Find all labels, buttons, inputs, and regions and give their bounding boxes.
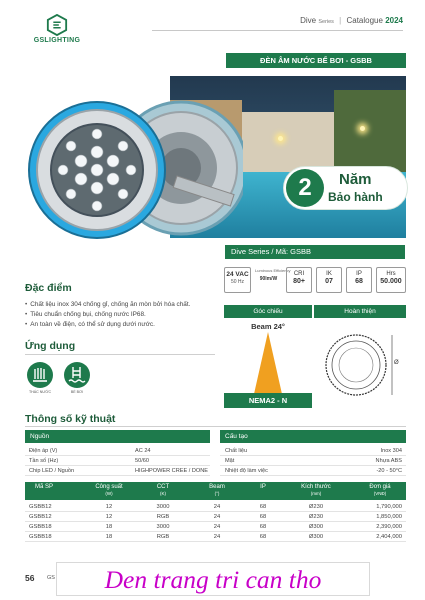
feature-item: • Chất liệu inox 304 chống gỉ, chống ăn mòn bởi hóa chất. — [25, 300, 225, 310]
front-fixture — [29, 102, 165, 238]
column-header — [83, 484, 135, 496]
spec-label: Hrs — [386, 271, 396, 277]
spec-label: CRI — [293, 271, 305, 277]
spec-icons-row — [224, 267, 406, 293]
spec-value: 07 — [325, 278, 333, 285]
table-row — [25, 502, 406, 512]
dimension-diagram — [314, 320, 406, 408]
cell-price: 1,790,000 — [376, 503, 402, 510]
column-title: Công suất — [95, 484, 123, 490]
brand-logo — [28, 14, 86, 44]
column-header — [25, 484, 63, 490]
cell-ip: 68 — [259, 533, 267, 540]
column-unit: (K) — [160, 491, 166, 496]
column-header — [355, 484, 405, 496]
cell-beam: 24 — [213, 513, 221, 520]
source-row — [25, 456, 210, 466]
spec-value: HIGHPOWER CREE / DONE — [135, 467, 209, 474]
series-code-bar: Dive Series / Mã: GSBB — [225, 245, 405, 259]
spec-value: Nhựa ABS — [375, 457, 402, 464]
header-divider — [152, 30, 403, 31]
brand-name: GSLIGHTING — [33, 37, 81, 44]
application-waterfall — [27, 362, 53, 394]
spec-value: Inox 304 — [380, 447, 402, 454]
application-label: THÁC NƯỚC — [28, 390, 52, 394]
source-row — [25, 466, 210, 476]
building-center — [242, 112, 334, 172]
series-name: Dive — [300, 16, 317, 25]
green-wall — [334, 90, 406, 172]
cell-cct: 3000 — [156, 523, 170, 530]
cell-size: Ø300 — [308, 523, 324, 530]
cell-size: Ø230 — [308, 503, 324, 510]
cell-code: GSBB18 — [29, 523, 52, 530]
application-label: BỂ BƠI — [70, 390, 84, 394]
spec-key: Chip LED / Nguồn — [29, 467, 75, 474]
tech-heading: Thông số kỹ thuật — [25, 413, 116, 425]
spec-voltage — [224, 267, 251, 293]
table-row — [25, 532, 406, 542]
catalogue-header — [300, 16, 403, 25]
tech-divider — [25, 426, 406, 427]
cell-beam: 24 — [213, 503, 221, 510]
structure-row — [220, 456, 406, 466]
column-unit: (mm) — [310, 491, 322, 496]
spec-value: 68 — [355, 278, 363, 285]
column-title: Beam — [209, 484, 225, 490]
spec-value: AC 24 — [135, 447, 151, 454]
spec-value: -20 - 50°C — [376, 467, 402, 474]
cell-code: GSBB12 — [29, 513, 52, 520]
column-title: Đơn giá — [369, 484, 391, 490]
column-title: CCT — [156, 484, 170, 490]
cell-power: 18 — [105, 533, 113, 540]
spec-efficiency — [255, 267, 291, 293]
nema-label: NEMA2 - N — [224, 393, 312, 408]
column-header — [137, 484, 189, 496]
gs-logo-icon — [46, 14, 68, 36]
fixture-outline-icon — [314, 320, 406, 408]
spec-ik — [316, 267, 342, 293]
cell-code: GSBB12 — [29, 503, 52, 510]
applications-heading: Ứng dụng — [25, 340, 76, 352]
column-unit: (W) — [105, 491, 113, 496]
column-title: Kích thước — [301, 484, 331, 490]
cell-cct: RGB — [156, 533, 170, 540]
feature-item: • An toàn về điện, có thể sử dụng dưới nước. — [25, 320, 225, 330]
column-header — [243, 484, 283, 490]
spec-cri — [286, 267, 312, 293]
catalogue-label: Catalogue — [346, 16, 383, 25]
feature-item: • Tiêu chuẩn chống bụi, chống nước IP68. — [25, 310, 225, 320]
series-suffix: Series — [318, 19, 334, 25]
cell-price: 1,850,000 — [376, 513, 402, 520]
cell-size: Ø230 — [308, 513, 324, 520]
cell-price: 2,404,000 — [376, 533, 402, 540]
wall-lamp — [360, 126, 365, 131]
product-title: ĐÈN ÂM NƯỚC BỂ BƠI - GSBB — [226, 53, 406, 68]
table-row — [25, 512, 406, 522]
beam-angle-label: Beam 24° — [251, 322, 285, 331]
spec-value: 90lm/W — [259, 275, 278, 282]
features-list — [25, 300, 225, 330]
column-title: Mã SP — [34, 484, 53, 490]
spec-value: 80+ — [293, 278, 305, 285]
spec-key: Điện áp (V) — [29, 447, 58, 454]
features-heading: Đặc điểm — [25, 282, 72, 294]
cell-price: 2,390,000 — [376, 523, 402, 530]
catalogue-year: 2024 — [385, 16, 403, 25]
finish-header: Hoàn thiện — [314, 305, 406, 318]
cell-ip: 68 — [259, 503, 267, 510]
column-header — [191, 484, 243, 496]
cell-power: 18 — [105, 523, 113, 530]
cell-power: 12 — [105, 513, 113, 520]
application-pool — [64, 362, 90, 394]
cell-ip: 68 — [259, 523, 267, 530]
spec-value: 50 Hz — [230, 279, 245, 285]
swimming-pool-icon — [64, 362, 90, 388]
diameter-symbol: Ø — [394, 360, 399, 366]
spec-key: Nhiệt độ làm việc — [225, 467, 268, 474]
fountain-icon — [27, 362, 53, 388]
warranty-unit: Năm — [339, 171, 372, 188]
warranty-years: 2 — [286, 169, 324, 207]
spec-label: Luminous Efficiency — [255, 268, 291, 273]
spec-label: IK — [326, 271, 332, 277]
spec-key: Tần số (Hz) — [29, 457, 59, 464]
cell-cct: 3000 — [156, 503, 170, 510]
structure-row — [220, 466, 406, 476]
product-table-header — [25, 482, 406, 500]
cell-power: 12 — [105, 503, 113, 510]
product-image — [25, 72, 243, 252]
applications-divider — [25, 354, 215, 355]
column-unit: (°) — [214, 491, 220, 496]
column-unit: (VNĐ) — [373, 491, 387, 496]
spec-value: 50/60 — [135, 457, 149, 464]
table-row — [25, 522, 406, 532]
cell-cct: RGB — [156, 513, 170, 520]
footer-brand: GS — [47, 575, 55, 581]
warranty-label: Bảo hành — [328, 190, 383, 204]
cell-size: Ø300 — [308, 533, 324, 540]
spec-value: 50.000 — [380, 278, 402, 285]
source-header: Nguồn — [25, 430, 210, 443]
cell-beam: 24 — [213, 523, 221, 530]
spec-label: IP — [356, 271, 362, 277]
header-separator: | — [339, 16, 342, 25]
wall-lamp — [278, 136, 283, 141]
spec-hours — [376, 267, 406, 293]
structure-header: Cấu tạo — [220, 430, 406, 443]
cell-beam: 24 — [213, 533, 221, 540]
spec-ip — [346, 267, 372, 293]
beam-angle-header: Góc chiếu — [224, 305, 312, 318]
spec-key: Mặt — [225, 457, 235, 464]
watermark-banner: Den trang tri can tho — [56, 562, 370, 596]
column-title: IP — [260, 484, 266, 490]
cell-ip: 68 — [259, 513, 267, 520]
cell-code: GSBB18 — [29, 533, 52, 540]
spec-label: 24 VAC — [226, 271, 249, 278]
column-header — [290, 484, 342, 496]
page-number: 56 — [25, 573, 35, 583]
spec-key: Chất liệu — [225, 447, 248, 454]
structure-row — [220, 446, 406, 456]
warranty-badge — [283, 166, 408, 210]
source-row — [25, 446, 210, 456]
